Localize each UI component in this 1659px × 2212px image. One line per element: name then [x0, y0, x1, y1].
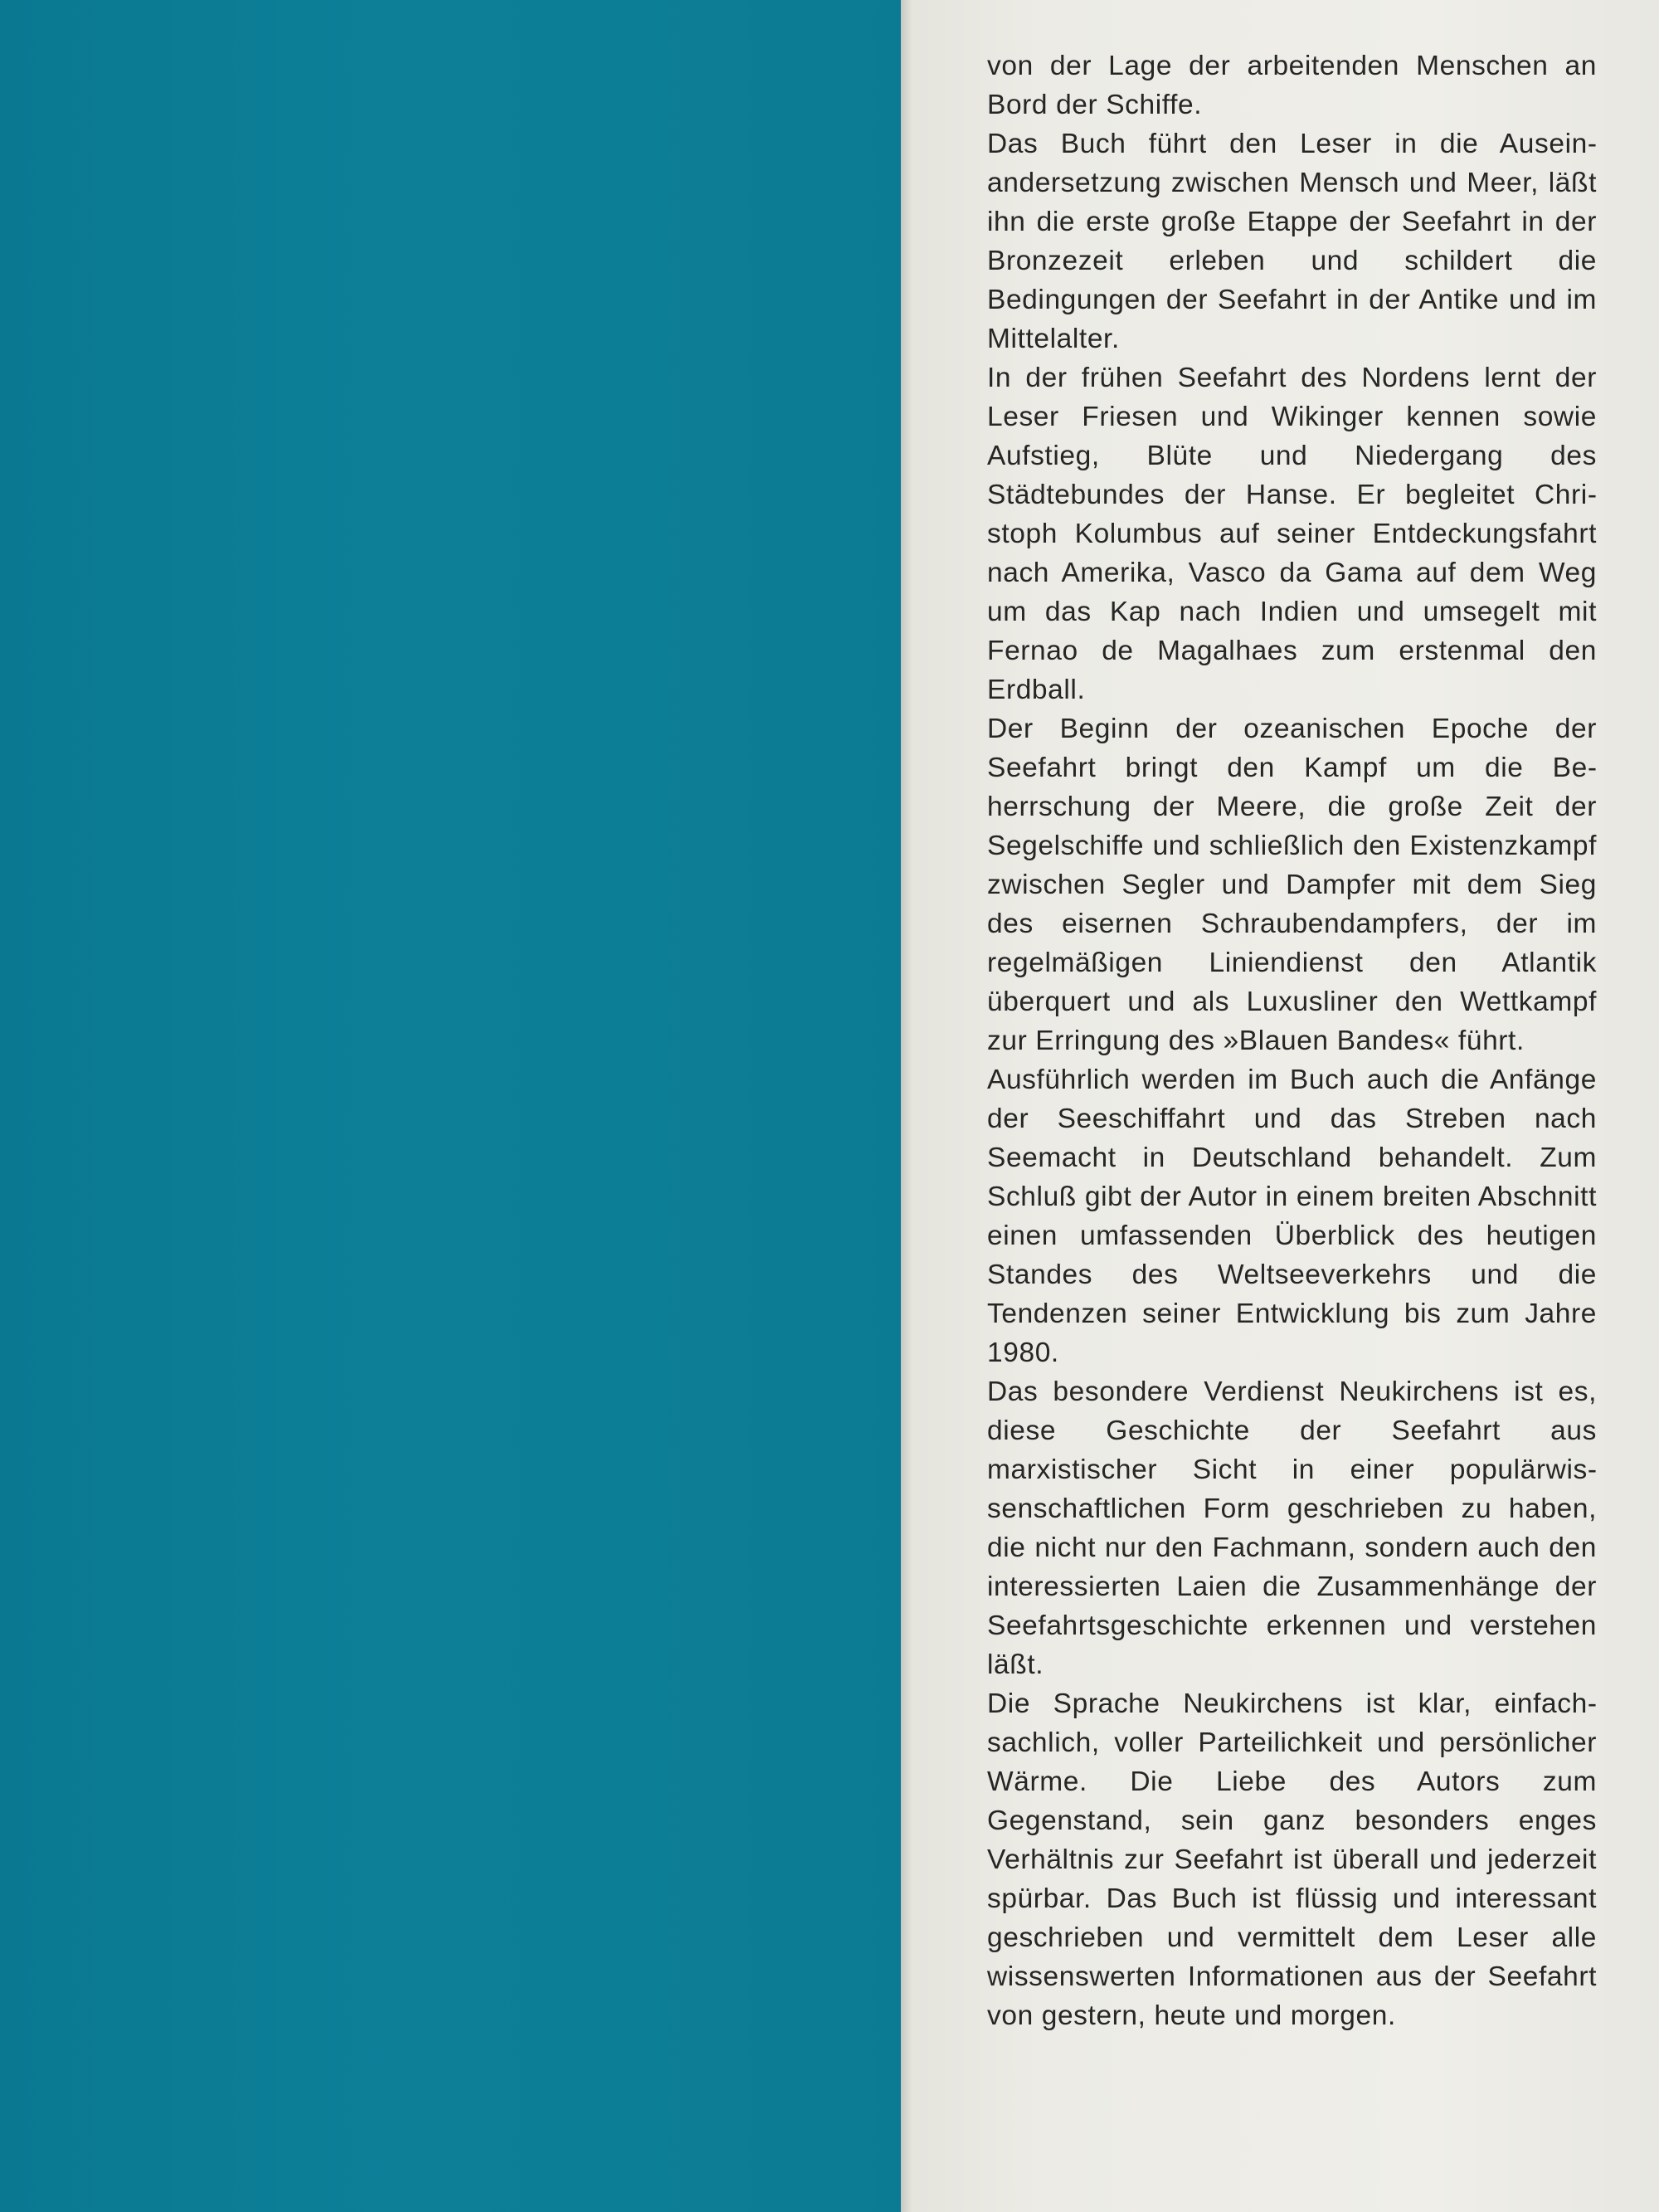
blurb-text-column	[987, 46, 1597, 2035]
paragraph-6: Das besondere Verdienst Neukirchens ist es, diese Geschichte der Seefahrt aus marxistischer Sicht in einer populärwissenschaftlichen Form geschrieben zu haben, die nicht nur den Fachmann, sondern auch den interessierten Laien die Zusammenhänge der Seefahrtsgeschichte erkennen und verstehen läßt.	[987, 1376, 1597, 1680]
paragraph-3: In der frühen Seefahrt des Nordens lernt der Leser Friesen und Wikinger kennen sowie Aufstieg, Blüte und Niedergang des Städtebundes der Hanse. Er begleitet Christoph Kolumbus auf seiner Entdeckungsfahrt nach Amerika, Vasco da Gama auf dem Weg um das Kap nach Indien und umsegelt mit Fernao de Magalhaes zum erstenmal den Erdball.	[987, 363, 1597, 705]
paragraph-1: von der Lage der arbeitenden Menschen an Bord der Schiffe.	[987, 51, 1597, 120]
paragraph-5: Ausführlich werden im Buch auch die Anfänge der Seeschiffahrt und das Streben nach Seemacht in Deutschland behandelt. Zum Schluß gibt der Autor in einem breiten Abschnitt einen umfassenden Überblick des heutigen Standes des Weltseeverkehrs und die Tendenzen seiner Entwicklung bis zum Jahre 1980.	[987, 1065, 1597, 1368]
page-edge-shadow	[901, 0, 912, 2212]
paragraph-4: Der Beginn der ozeanischen Epoche der Seefahrt bringt den Kampf um die Beherrschung der Meere, die große Zeit der Segelschiffe und schließlich den Existenzkampf zwischen Segler und Dampfer mit dem Sieg des eisernen Schraubendampfers, der im regelmäßigen Liniendienst den Atlantik überquert und als Luxusliner den Wettkampf zur Erringung des »Blauen Bandes« führt.	[987, 714, 1597, 1056]
paragraph-7: Die Sprache Neukirchens ist klar, einfachsachlich, voller Parteilichkeit und persönlicher Wärme. Die Liebe des Autors zum Gegenstand, sein ganz besonders enges Verhältnis zur Seefahrt ist überall und jederzeit spürbar. Das Buch ist flüssig und interessant geschrieben und vermittelt dem Leser alle wissenswerten Informationen aus der Seefahrt von gestern, heute und morgen.	[987, 1688, 1597, 2031]
paragraph-2: Das Buch führt den Leser in die Auseinandersetzung zwischen Mensch und Meer, läßt ihn die erste große Etappe der Seefahrt in der Bronzezeit erleben und schildert die Bedingungen der Seefahrt in der Antike und im Mittelalter.	[987, 129, 1597, 354]
